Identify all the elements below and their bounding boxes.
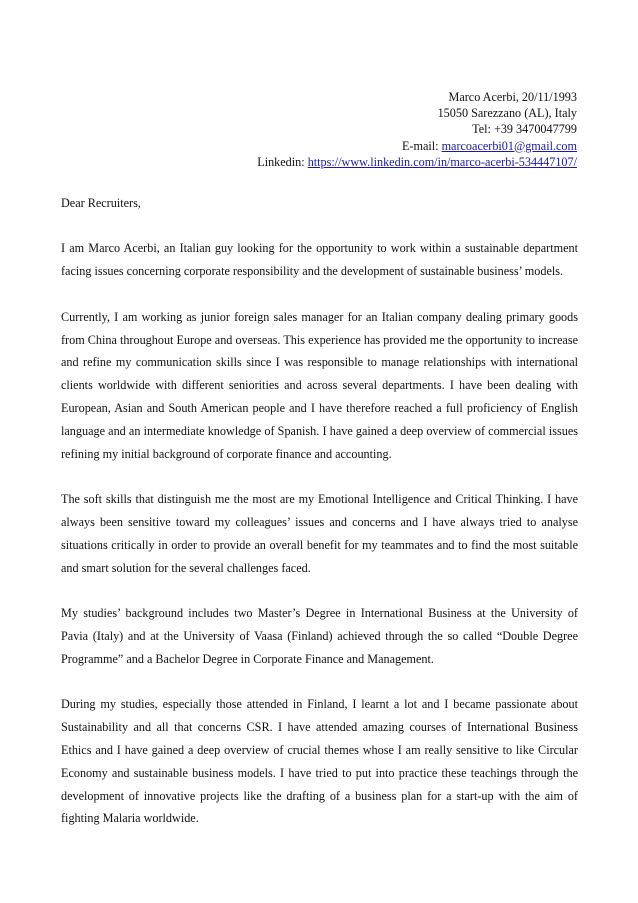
salutation: Dear Recruiters, <box>61 196 141 210</box>
paragraph-sustainability: During my studies, especially those attended in Finland, I learnt a lot and I became passionate about Sustainability and all that concerns CSR. I have attended amazing courses of International Business Ethics and I have gained a deep overview of crucial themes whose I am really sensitive to like Circular Economy and sustainable business models. I have tried to put into practice these teachings through the development of innovative projects like the drafting of a business plan for a start-up with the aim of fighting Malaria worldwide. <box>61 697 578 826</box>
letter-body <box>61 192 578 853</box>
sender-phone: Tel: +39 3470047799 <box>472 122 577 137</box>
paragraph-studies: My studies’ background includes two Master’s Degree in International Business at the University of Pavia (Italy) and at the University of Vaasa (Finland) achieved through the so called “Double Degree Programme” and a Bachelor Degree in Corporate Finance and Management. <box>61 606 578 666</box>
linkedin-link[interactable]: https://www.linkedin.com/in/marco-acerbi-534447107/ <box>307 154 577 169</box>
paragraph-introduction: I am Marco Acerbi, an Italian guy looking for the opportunity to work within a sustainable department facing issues concerning corporate responsibility and the development of sustainable business’ models. <box>61 241 578 279</box>
paragraph-current-work: Currently, I am working as junior foreign sales manager for an Italian company dealing primary goods from China throughout Europe and overseas. This experience has provided me the opportunity to increase and refine my communication skills since I was responsible to manage relationships with international clients worldwide with different seniorities and across several departments. I have been dealing with European, Asian and South American people and I have therefore reached a full proficiency of English language and an intermediate knowledge of Spanish. I have gained a deep overview of commercial issues refining my initial background of corporate finance and accounting. <box>61 309 578 461</box>
linkedin-label: Linkedin: <box>257 154 308 169</box>
sender-linkedin-line <box>257 154 577 170</box>
email-label: E-mail: <box>401 138 442 153</box>
email-link[interactable]: marcoacerbi01@gmail.com <box>441 138 577 153</box>
sender-name-date: Marco Acerbi, 20/11/1993 <box>448 90 577 104</box>
paragraph-soft-skills: The soft skills that distinguish me the most are my Emotional Intelligence and Critical Thinking. I have always been sensitive toward my colleagues’ issues and concerns and I have always tried to analyse situations critically in order to provide an overall benefit for my teammates and to find the most suitable and smart solution for the several challenges faced. <box>61 492 578 575</box>
sender-address: 15050 Sarezzano (AL), Italy <box>437 106 577 121</box>
sender-header <box>257 89 577 170</box>
sender-email-line <box>257 138 577 154</box>
